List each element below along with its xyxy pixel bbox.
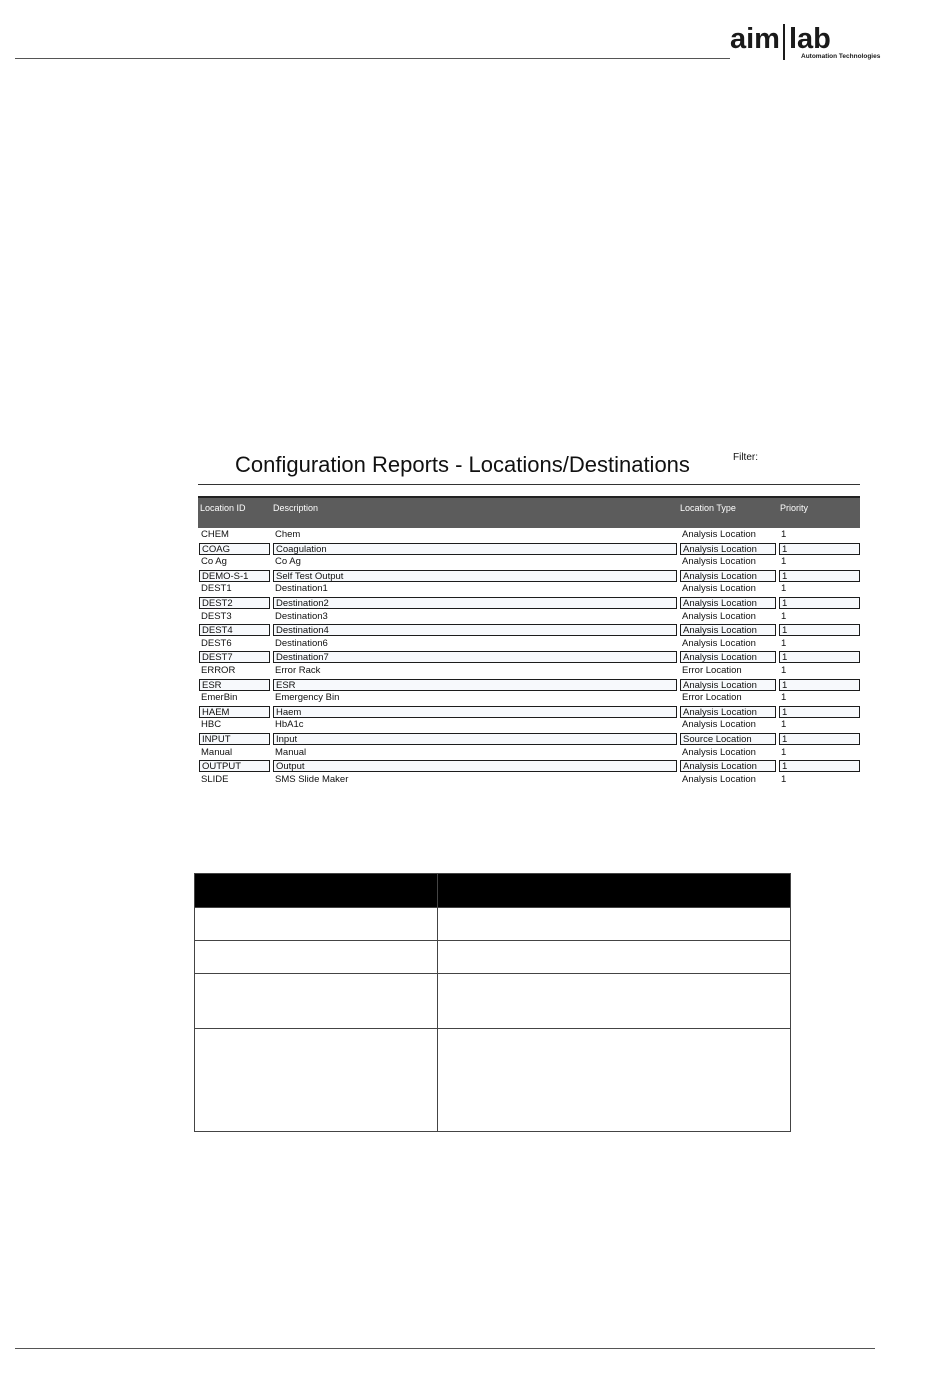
info-table-row <box>195 1029 791 1132</box>
info-table-cell <box>437 1029 790 1132</box>
report-rows <box>198 529 874 787</box>
description-cell: Emergency Bin <box>275 692 340 704</box>
description-cell: HbA1c <box>275 719 304 731</box>
priority-cell: 1 <box>779 733 860 745</box>
description-cell: Destination2 <box>273 597 677 609</box>
location-type-cell: Analysis Location <box>682 556 756 568</box>
report-title-rule <box>198 484 860 485</box>
logo-left: aim <box>730 23 780 55</box>
description-cell: Error Rack <box>275 664 321 676</box>
priority-cell: 1 <box>781 692 787 704</box>
table-row <box>198 733 874 747</box>
table-row <box>198 570 874 584</box>
priority-cell: 1 <box>781 556 787 568</box>
description-cell: Coagulation <box>273 543 677 555</box>
info-table-header-cell <box>195 874 438 908</box>
priority-cell: 1 <box>781 583 787 595</box>
description-cell: Destination3 <box>275 610 328 622</box>
table-row <box>198 665 874 679</box>
location-id-cell: Manual <box>201 746 233 758</box>
description-cell: Chem <box>275 529 301 540</box>
description-cell: Destination4 <box>273 624 677 636</box>
location-id-cell: DEMO-S-1 <box>199 570 270 582</box>
priority-cell: 1 <box>779 597 860 609</box>
logo-right: lab <box>788 23 831 55</box>
description-cell: Destination7 <box>273 651 677 663</box>
aimlab-logo <box>730 24 880 64</box>
location-type-cell: Analysis Location <box>680 679 776 691</box>
table-row <box>198 583 874 597</box>
table-row <box>198 543 874 557</box>
location-id-cell: DEST4 <box>199 624 270 636</box>
location-type-cell: Analysis Location <box>680 651 776 663</box>
location-id-cell: ESR <box>199 679 270 691</box>
location-type-cell: Analysis Location <box>682 746 756 758</box>
report-column-header <box>198 496 860 528</box>
priority-cell: 1 <box>781 719 787 731</box>
priority-cell: 1 <box>781 746 787 758</box>
description-cell: Co Ag <box>275 556 301 568</box>
location-id-cell: DEST2 <box>199 597 270 609</box>
report-filter-label: Filter: <box>733 452 758 463</box>
table-row <box>198 624 874 638</box>
column-priority: Priority <box>780 503 809 513</box>
location-type-cell: Analysis Location <box>682 637 756 649</box>
table-row <box>198 679 874 693</box>
priority-cell: 1 <box>779 706 860 718</box>
info-table-cell <box>195 1029 438 1132</box>
description-cell: Destination6 <box>275 637 328 649</box>
info-table-cell <box>437 974 790 1029</box>
info-table-header <box>195 874 791 908</box>
configuration-report <box>198 450 874 795</box>
table-row <box>198 651 874 665</box>
priority-cell: 1 <box>779 651 860 663</box>
location-type-cell: Error Location <box>682 692 742 704</box>
location-id-cell: INPUT <box>199 733 270 745</box>
description-cell: Input <box>273 733 677 745</box>
priority-cell: 1 <box>779 543 860 555</box>
column-location-id: Location ID <box>200 503 246 513</box>
table-row <box>198 611 874 625</box>
location-id-cell: DEST3 <box>201 610 232 622</box>
location-id-cell: COAG <box>199 543 270 555</box>
description-cell: ESR <box>273 679 677 691</box>
location-type-cell: Analysis Location <box>680 597 776 609</box>
table-row <box>198 638 874 652</box>
location-id-cell: SLIDE <box>201 773 229 785</box>
table-row <box>198 706 874 720</box>
logo-tagline: Automation Technologies <box>801 53 881 60</box>
location-type-cell: Source Location <box>680 733 776 745</box>
priority-cell: 1 <box>779 624 860 636</box>
location-type-cell: Error Location <box>682 664 742 676</box>
info-table-cell <box>195 974 438 1029</box>
location-type-cell: Analysis Location <box>680 570 776 582</box>
priority-cell: 1 <box>781 637 787 649</box>
info-table-cell <box>195 941 438 974</box>
priority-cell: 1 <box>781 529 787 540</box>
location-id-cell: EmerBin <box>201 692 238 704</box>
column-location-type: Location Type <box>680 503 736 513</box>
location-type-cell: Analysis Location <box>680 760 776 772</box>
info-table-cell <box>437 908 790 941</box>
logo-separator <box>783 24 785 60</box>
location-id-cell: CHEM <box>201 529 229 540</box>
location-id-cell: DEST7 <box>199 651 270 663</box>
description-cell: Self Test Output <box>273 570 677 582</box>
location-id-cell: OUTPUT <box>199 760 270 772</box>
priority-cell: 1 <box>781 664 787 676</box>
description-cell: Destination1 <box>275 583 328 595</box>
info-table-header-cell <box>437 874 790 908</box>
location-type-cell: Analysis Location <box>680 624 776 636</box>
info-table-cell <box>437 941 790 974</box>
table-row <box>198 747 874 761</box>
info-table-cell <box>195 908 438 941</box>
description-cell: SMS Slide Maker <box>275 773 349 785</box>
priority-cell: 1 <box>781 610 787 622</box>
location-type-cell: Analysis Location <box>682 773 756 785</box>
table-row <box>198 774 874 788</box>
description-cell: Output <box>273 760 677 772</box>
info-table-row <box>195 941 791 974</box>
location-id-cell: HAEM <box>199 706 270 718</box>
priority-cell: 1 <box>779 760 860 772</box>
location-id-cell: DEST6 <box>201 637 232 649</box>
table-row <box>198 760 874 774</box>
description-cell: Manual <box>275 746 307 758</box>
report-title: Configuration Reports - Locations/Destinations <box>235 452 690 477</box>
priority-cell: 1 <box>779 679 860 691</box>
location-type-cell: Analysis Location <box>680 706 776 718</box>
header-rule <box>15 58 730 59</box>
location-id-cell: DEST1 <box>201 583 232 595</box>
location-type-cell: Analysis Location <box>680 543 776 555</box>
location-id-cell: Co Ag <box>201 556 227 568</box>
priority-cell: 1 <box>779 570 860 582</box>
info-table <box>194 873 791 1132</box>
location-type-cell: Analysis Location <box>682 529 756 540</box>
info-table-row <box>195 974 791 1029</box>
column-description: Description <box>273 503 319 513</box>
table-row <box>198 556 874 570</box>
location-type-cell: Analysis Location <box>682 610 756 622</box>
location-type-cell: Analysis Location <box>682 719 756 731</box>
description-cell: Haem <box>273 706 677 718</box>
footer-rule <box>15 1348 875 1349</box>
location-type-cell: Analysis Location <box>682 583 756 595</box>
table-row <box>198 719 874 733</box>
table-row <box>198 597 874 611</box>
priority-cell: 1 <box>781 773 787 785</box>
table-row <box>198 692 874 706</box>
info-table-row <box>195 908 791 941</box>
table-row <box>198 529 874 543</box>
location-id-cell: ERROR <box>201 664 236 676</box>
location-id-cell: HBC <box>201 719 222 731</box>
